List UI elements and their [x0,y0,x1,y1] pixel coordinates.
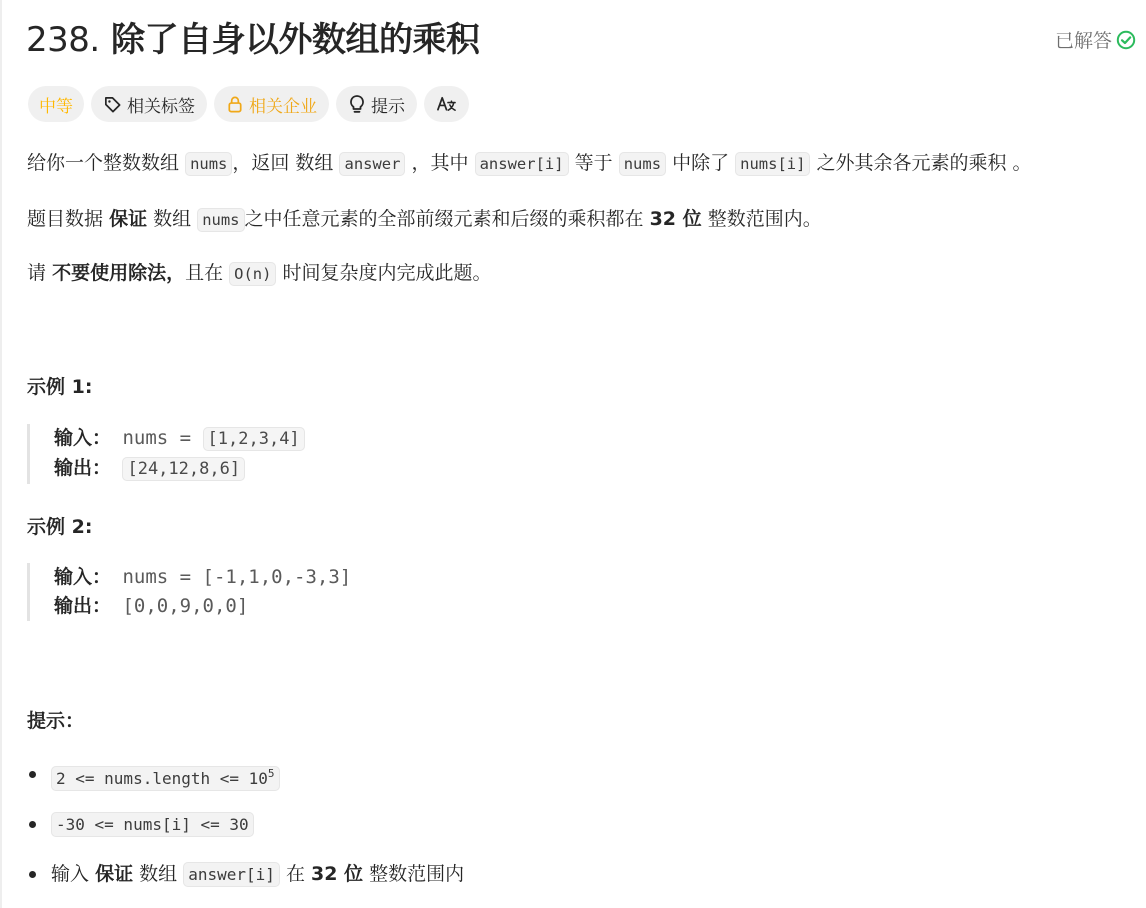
text: 数组 [139,863,178,885]
constraints-list [27,756,464,906]
bold-text: 保证 [95,863,134,885]
example-2-input [54,563,351,592]
text: 给你一个整数数组 [27,152,180,174]
superscript: 5 [267,767,275,780]
solved-status [1055,26,1136,53]
inline-code [51,766,280,791]
translate-icon [436,94,457,114]
output-label: 输出： [54,595,112,617]
constraint-item [27,806,464,856]
inline-code: nums[i] [735,152,810,176]
translate-button[interactable] [424,86,469,122]
inline-code: answer[i] [475,152,569,176]
problem-title[interactable] [26,16,480,64]
bold-text: 不要使用除法， [52,262,186,284]
text: 输入 [51,863,90,885]
solved-label: 已解答 [1054,30,1112,52]
input-value: [1,2,3,4] [203,427,305,451]
inline-code: answer[i] [183,862,280,887]
constraints-title: 提示： [27,710,85,732]
inline-code: answer [339,152,405,176]
related-companies-button[interactable] [214,86,329,122]
text: 时间复杂度内完成此题。 [282,262,492,284]
constraint-item [27,756,464,806]
input-label: 输入： [54,566,112,588]
problem-number: 238. [26,20,100,60]
inline-code: -30 <= nums[i] <= 30 [51,812,254,837]
text: 数组 [153,208,192,230]
example-1-output [54,454,305,484]
lightbulb-icon [348,94,366,114]
text: 之中任意元素的全部前缀元素和后缀的乘积都在 [244,208,644,230]
example-2-block [27,563,351,621]
hint-label: 提示 [371,96,405,117]
input-value: nums = [-1,1,0,-3,3] [122,566,352,588]
constraint-item [27,856,464,906]
lock-icon [226,95,244,114]
bold-text: 32 位 [649,208,702,230]
text: 整数范围内 [369,863,465,885]
output-value: [24,12,8,6] [122,457,245,481]
constraint-code: 2 <= nums.length <= 10 [56,769,268,788]
check-circle-icon [1116,30,1136,50]
tag-icon [103,95,122,114]
example-2-title: 示例 2: [27,516,93,538]
inline-code: nums [185,152,232,176]
tag-bar [28,86,469,122]
hint-button[interactable] [336,86,417,122]
example-1-block [27,424,305,484]
output-label: 输出： [54,457,112,479]
description-paragraph-1 [27,148,1032,179]
example-2-output [54,592,351,621]
problem-name: 除了自身以外数组的乘积 [111,20,480,60]
input-prefix: nums = [122,427,203,449]
description-paragraph-2 [27,204,822,235]
text: ，返回 数组 [232,152,334,174]
output-value: [0,0,9,0,0] [122,595,249,617]
inline-code: O(n) [229,262,276,286]
text: 整数范围内。 [707,208,822,230]
panel-left-border [0,0,2,908]
related-topics-label: 相关标签 [127,96,195,117]
related-topics-button[interactable] [91,86,207,122]
bold-text: 保证 [109,208,148,230]
text: 题目数据 [27,208,104,230]
input-label: 输入： [54,427,112,449]
text: 中除了 [672,152,730,174]
example-1-input [54,424,305,454]
related-companies-label: 相关企业 [249,96,317,117]
inline-code: nums [197,208,244,232]
difficulty-label: 中等 [39,96,73,117]
text: 在 [285,863,305,885]
description-paragraph-3 [27,258,492,289]
bold-text: 32 位 [311,863,364,885]
text: 等于 [574,152,613,174]
text: 请 [27,262,47,284]
example-1-title: 示例 1: [27,376,93,398]
difficulty-badge [28,86,84,122]
inline-code: nums [619,152,666,176]
text: ，其中 [411,152,469,174]
text: 之外其余各元素的乘积 。 [816,152,1032,174]
text: 且在 [185,262,224,284]
